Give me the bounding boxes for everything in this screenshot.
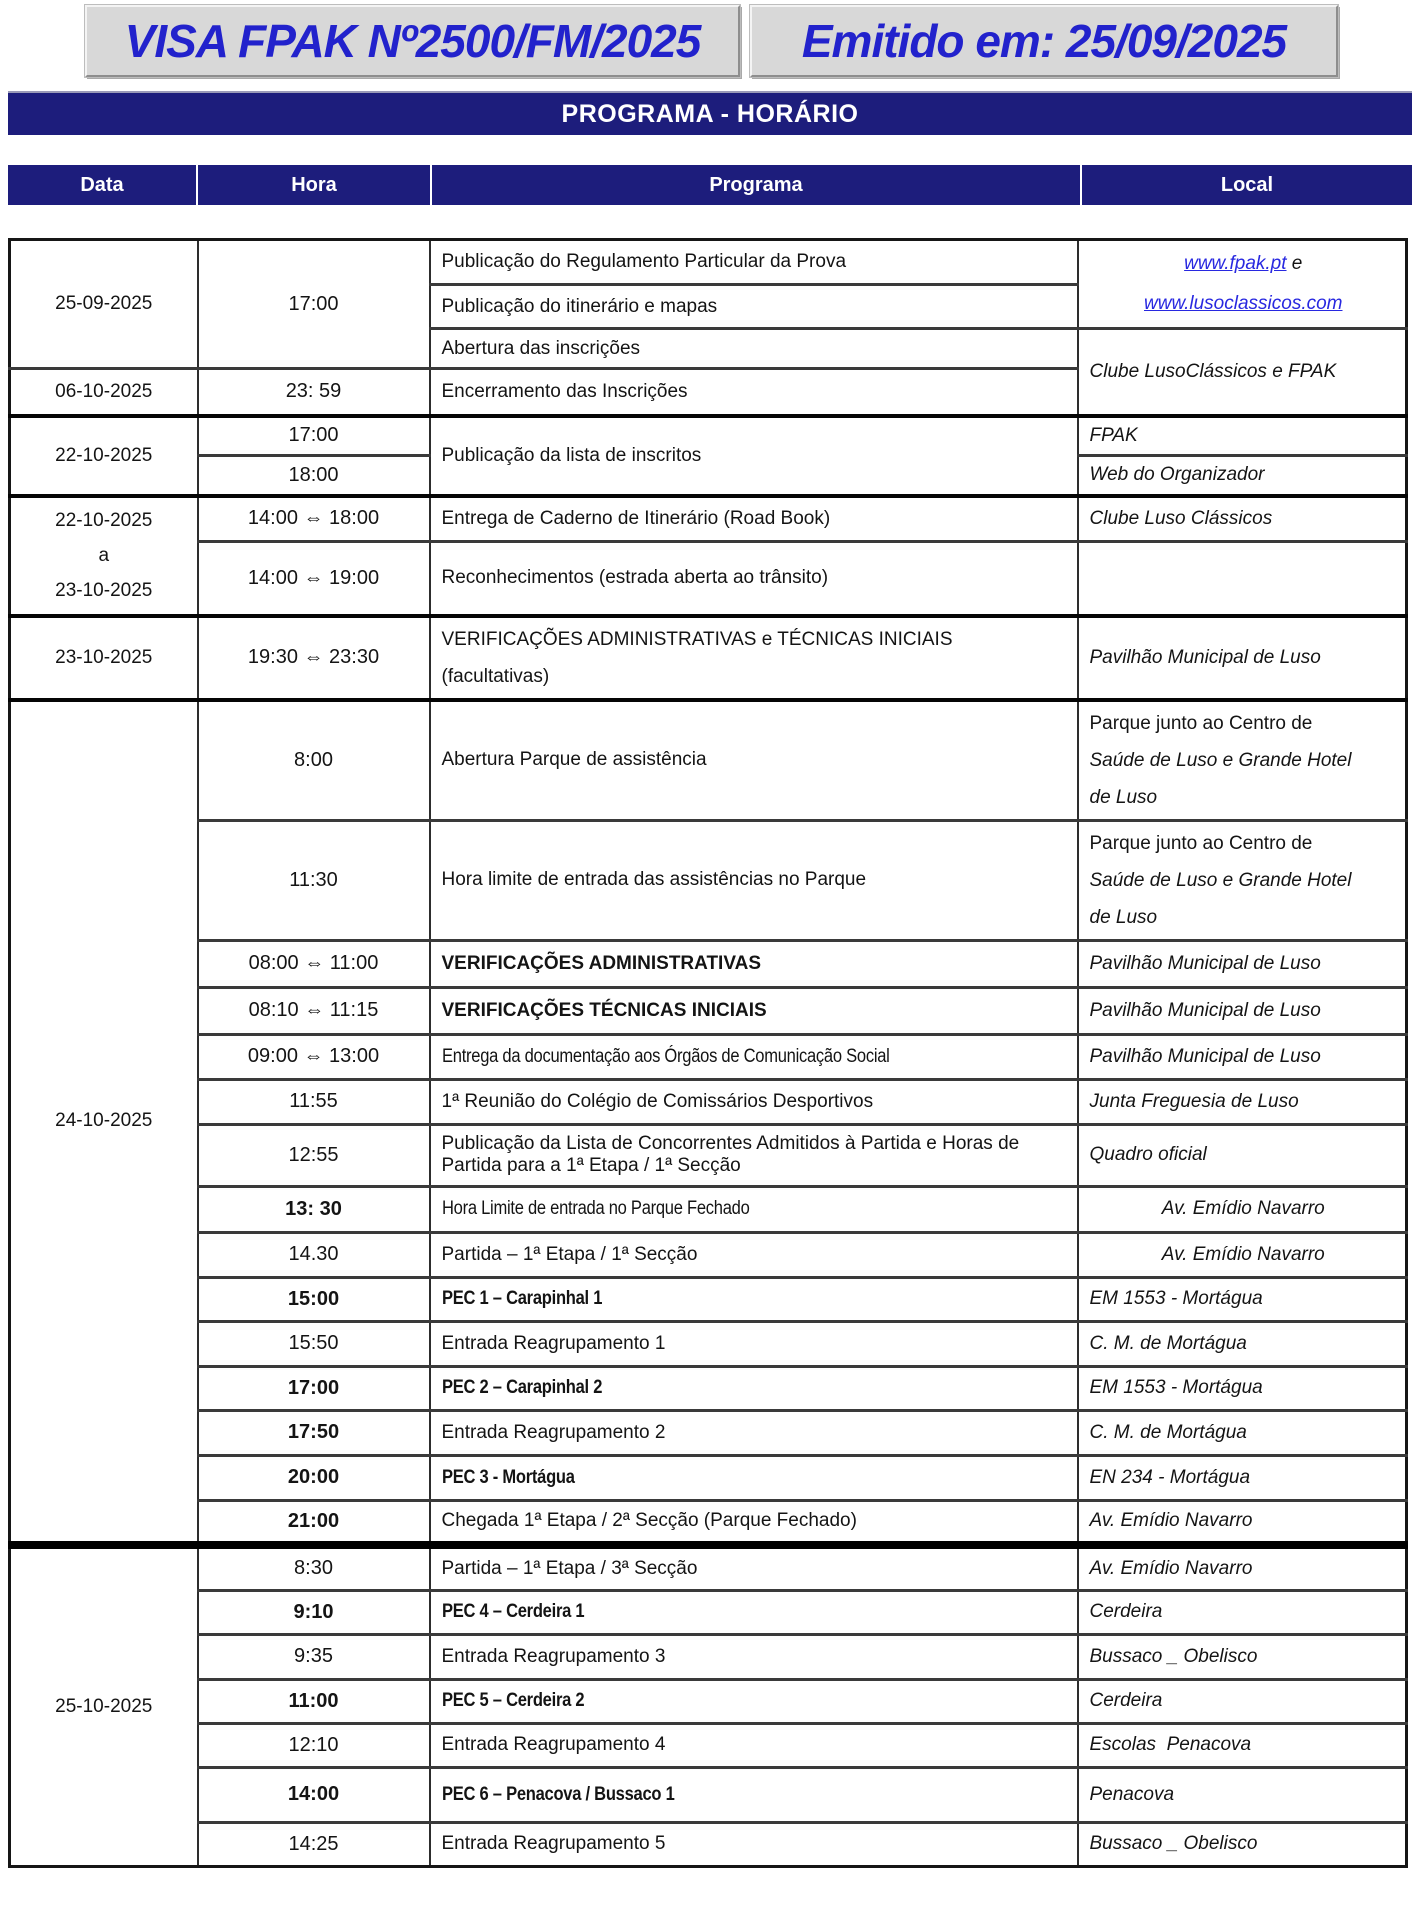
cell-program: Publicação do Regulamento Particular da Prova bbox=[430, 240, 1078, 285]
cell-program: Partida – 1ª Etapa / 3ª Secção bbox=[430, 1545, 1078, 1590]
cell-location: Av. Emídio Navarro bbox=[1078, 1186, 1407, 1232]
cell-location: Pavilhão Municipal de Luso bbox=[1078, 940, 1407, 987]
cell-program: Hora limite de entrada das assistências no Parque bbox=[430, 820, 1078, 940]
program-title-bar bbox=[8, 91, 1412, 135]
cell-location: Av. Emídio Navarro bbox=[1078, 1545, 1407, 1590]
cell-time: 8:30 bbox=[198, 1545, 430, 1590]
cell-time: 14:00 ⇔ 19:00 bbox=[198, 542, 430, 616]
cell-program: PEC 3 - Mortágua bbox=[430, 1455, 1078, 1500]
table-row bbox=[10, 1079, 1407, 1124]
cell-location: Cerdeira bbox=[1078, 1590, 1407, 1634]
cell-location: EN 234 - Mortágua bbox=[1078, 1455, 1407, 1500]
cell-location: Web do Organizador bbox=[1078, 456, 1407, 496]
table-row bbox=[10, 496, 1407, 542]
cell-location: EM 1553 - Mortágua bbox=[1078, 1277, 1407, 1321]
cell-time: 9:35 bbox=[198, 1634, 430, 1679]
cell-location: Av. Emídio Navarro bbox=[1078, 1500, 1407, 1545]
cell-program: PEC 2 – Carapinhal 2 bbox=[430, 1366, 1078, 1410]
cell-location: Cerdeira bbox=[1078, 1679, 1407, 1723]
cell-time: 23: 59 bbox=[198, 369, 430, 416]
cell-program: PEC 4 – Cerdeira 1 bbox=[430, 1590, 1078, 1634]
cell-location: Escolas Penacova bbox=[1078, 1723, 1407, 1767]
program-table bbox=[8, 238, 1408, 1868]
cell-date: 22-10-2025 a 23-10-2025 bbox=[10, 496, 198, 616]
table-row bbox=[10, 1634, 1407, 1679]
cell-program: VERIFICAÇÕES TÉCNICAS INICIAIS bbox=[430, 987, 1078, 1034]
cell-program: VERIFICAÇÕES ADMINISTRATIVAS e TÉCNICAS INICIAIS (facultativas) bbox=[430, 616, 1078, 700]
cell-date: 23-10-2025 bbox=[10, 616, 198, 700]
cell-location: FPAK bbox=[1078, 416, 1407, 456]
cell-program: Entrada Reagrupamento 3 bbox=[430, 1634, 1078, 1679]
cell-location: Parque junto ao Centro de Saúde de Luso e Grande Hotel de Luso bbox=[1078, 820, 1407, 940]
emitted-stamp-button[interactable] bbox=[750, 5, 1338, 77]
column-header-programa: Programa bbox=[432, 165, 1080, 205]
cell-time: 11:00 bbox=[198, 1679, 430, 1723]
cell-time: 20:00 bbox=[198, 1455, 430, 1500]
cell-time: 15:50 bbox=[198, 1321, 430, 1366]
cell-program: 1ª Reunião do Colégio de Comissários Desportivos bbox=[430, 1079, 1078, 1124]
table-row bbox=[10, 1822, 1407, 1866]
cell-program: Hora Limite de entrada no Parque Fechado bbox=[430, 1186, 1078, 1232]
cell-program: VERIFICAÇÕES ADMINISTRATIVAS bbox=[430, 940, 1078, 987]
program-title-label: PROGRAMA - HORÁRIO bbox=[561, 99, 859, 128]
table-row bbox=[10, 1366, 1407, 1410]
cell-time: 08:00 ⇔ 11:00 bbox=[198, 940, 430, 987]
cell-location: Penacova bbox=[1078, 1767, 1407, 1822]
cell-program: Entrada Reagrupamento 5 bbox=[430, 1822, 1078, 1866]
cell-location: C. M. de Mortágua bbox=[1078, 1410, 1407, 1455]
cell-location: Quadro oficial bbox=[1078, 1124, 1407, 1186]
cell-program: Publicação da lista de inscritos bbox=[430, 416, 1078, 496]
cell-date: 25-09-2025 bbox=[55, 293, 153, 314]
cell-time: 14:25 bbox=[198, 1822, 430, 1866]
table-row bbox=[10, 542, 1407, 616]
cell-date: 06-10-2025 bbox=[10, 369, 198, 416]
cell-program: Publicação do itinerário e mapas bbox=[430, 285, 1078, 329]
cell-date: 25-10-2025 bbox=[10, 1545, 198, 1866]
cell-program: PEC 6 – Penacova / Bussaco 1 bbox=[430, 1767, 1078, 1822]
table-row bbox=[10, 1500, 1407, 1545]
table-row bbox=[10, 987, 1407, 1034]
column-header-hora: Hora bbox=[198, 165, 430, 205]
table-row bbox=[10, 616, 1407, 700]
cell-time: 11:55 bbox=[198, 1079, 430, 1124]
cell-time: 21:00 bbox=[198, 1500, 430, 1545]
cell-location: Pavilhão Municipal de Luso bbox=[1078, 987, 1407, 1034]
table-row bbox=[10, 1545, 1407, 1590]
table-row bbox=[10, 1455, 1407, 1500]
table-row bbox=[10, 1034, 1407, 1079]
cell-time: 13: 30 bbox=[198, 1186, 430, 1232]
cell-date: 22-10-2025 bbox=[10, 416, 198, 496]
cell-time: 8:00 bbox=[198, 700, 430, 821]
cell-location: Bussaco _ Obelisco bbox=[1078, 1822, 1407, 1866]
cell-program: Abertura das inscrições bbox=[430, 329, 1078, 369]
table-row bbox=[10, 940, 1407, 987]
cell-program: Encerramento das Inscrições bbox=[430, 369, 1078, 416]
cell-time: 12:55 bbox=[198, 1124, 430, 1186]
cell-location bbox=[1078, 542, 1407, 616]
cell-time: 17:50 bbox=[198, 1410, 430, 1455]
cell-location: Pavilhão Municipal de Luso bbox=[1078, 616, 1407, 700]
cell-time: 17:00 bbox=[198, 240, 430, 369]
table-row bbox=[10, 1124, 1407, 1186]
cell-location bbox=[1078, 240, 1407, 329]
cell-program: Partida – 1ª Etapa / 1ª Secção bbox=[430, 1232, 1078, 1277]
table-row bbox=[10, 1723, 1407, 1767]
cell-time: 17:00 bbox=[198, 1366, 430, 1410]
cell-location: C. M. de Mortágua bbox=[1078, 1321, 1407, 1366]
table-row bbox=[10, 1590, 1407, 1634]
table-row bbox=[10, 1767, 1407, 1822]
cell-program: Reconhecimentos (estrada aberta ao trânsito) bbox=[430, 542, 1078, 616]
cell-date: 24-10-2025 bbox=[10, 700, 198, 1546]
cell-program: Chegada 1ª Etapa / 2ª Secção (Parque Fechado) bbox=[430, 1500, 1078, 1545]
column-header-local: Local bbox=[1082, 165, 1412, 205]
cell-program: Entrega de Caderno de Itinerário (Road Book) bbox=[430, 496, 1078, 542]
cell-time: 19:30 ⇔ 23:30 bbox=[198, 616, 430, 700]
cell-program: Entrada Reagrupamento 2 bbox=[430, 1410, 1078, 1455]
cell-time: 12:10 bbox=[198, 1723, 430, 1767]
cell-time: 11:30 bbox=[198, 820, 430, 940]
cell-program: PEC 5 – Cerdeira 2 bbox=[430, 1679, 1078, 1723]
table-row bbox=[10, 1321, 1407, 1366]
url-link[interactable]: www.fpak.pt bbox=[1184, 253, 1287, 274]
visa-stamp-label: VISA FPAK Nº2500/FM/2025 bbox=[124, 15, 701, 67]
cell-time: 08:10 ⇔ 11:15 bbox=[198, 987, 430, 1034]
table-row bbox=[10, 240, 1407, 285]
table-row bbox=[10, 700, 1407, 821]
cell-location: Av. Emídio Navarro bbox=[1078, 1232, 1407, 1277]
cell-program: Entrega da documentação aos Órgãos de Comunicação Social bbox=[430, 1034, 1078, 1079]
cell-location: Clube LusoClássicos e FPAK bbox=[1078, 329, 1407, 416]
cell-program: PEC 1 – Carapinhal 1 bbox=[430, 1277, 1078, 1321]
cell-program: Publicação da Lista de Concorrentes Admitidos à Partida e Horas de Partida para a 1ª Etapa / 1ª Secção bbox=[430, 1124, 1078, 1186]
table-row bbox=[10, 416, 1407, 456]
cell-location: Parque junto ao Centro de Saúde de Luso e Grande Hotel de Luso bbox=[1078, 700, 1407, 821]
cell-time: 14:00 ⇔ 18:00 bbox=[198, 496, 430, 542]
url-link[interactable]: www.lusoclassicos.com bbox=[1144, 293, 1343, 314]
stamp-buttons-row bbox=[85, 5, 1338, 77]
table-row bbox=[10, 1232, 1407, 1277]
column-headers bbox=[8, 165, 1412, 205]
cell-program: Abertura Parque de assistência bbox=[430, 700, 1078, 821]
cell-time: 9:10 bbox=[198, 1590, 430, 1634]
cell-location: Clube Luso Clássicos bbox=[1078, 496, 1407, 542]
column-header-data: Data bbox=[8, 165, 196, 205]
table-row bbox=[10, 1277, 1407, 1321]
table-row bbox=[10, 820, 1407, 940]
cell-location: EM 1553 - Mortágua bbox=[1078, 1366, 1407, 1410]
table-row bbox=[10, 1410, 1407, 1455]
cell-time: 09:00 ⇔ 13:00 bbox=[198, 1034, 430, 1079]
cell-time: 14:00 bbox=[198, 1767, 430, 1822]
link-suffix-text: e bbox=[1286, 253, 1303, 274]
cell-time: 17:00 bbox=[198, 416, 430, 456]
cell-time: 18:00 bbox=[198, 456, 430, 496]
cell-location: Bussaco _ Obelisco bbox=[1078, 1634, 1407, 1679]
cell-time: 14.30 bbox=[198, 1232, 430, 1277]
table-row bbox=[10, 1679, 1407, 1723]
cell-program: Entrada Reagrupamento 4 bbox=[430, 1723, 1078, 1767]
table-row bbox=[10, 1186, 1407, 1232]
visa-stamp-button[interactable] bbox=[85, 5, 740, 77]
cell-program: Entrada Reagrupamento 1 bbox=[430, 1321, 1078, 1366]
cell-location: Pavilhão Municipal de Luso bbox=[1078, 1034, 1407, 1079]
cell-location: Junta Freguesia de Luso bbox=[1078, 1079, 1407, 1124]
cell-time: 15:00 bbox=[198, 1277, 430, 1321]
emitted-stamp-label: Emitido em: 25/09/2025 bbox=[801, 15, 1287, 67]
